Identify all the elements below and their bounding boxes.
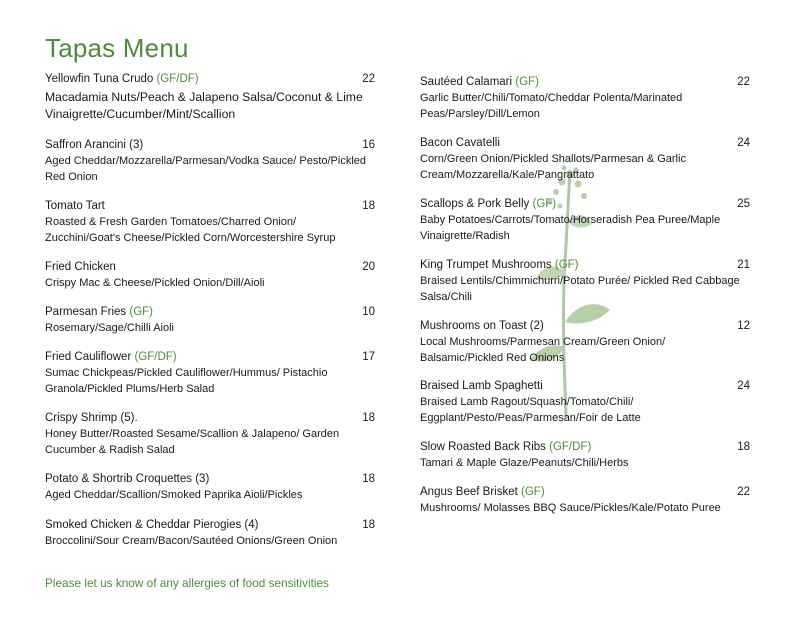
menu-item-header	[420, 319, 750, 334]
menu-item	[45, 518, 375, 550]
menu-item	[420, 379, 750, 426]
dish-name: Scallops & Pork Belly	[420, 198, 530, 210]
menu-item-description: Baby Potatoes/Carrots/Tomato/Horseradish Pea Puree/Maple Vinaigrette/Radish	[420, 214, 721, 242]
dish-name: Angus Beef Brisket	[420, 486, 518, 498]
menu-item-price: 12	[737, 320, 750, 332]
menu-item	[420, 258, 750, 305]
menu-item-price: 18	[362, 519, 375, 531]
menu-item	[45, 305, 375, 337]
menu-item-description: Braised Lentils/Chimmichurri/Potato Purée/ Pickled Red Cabbage Salsa/Chili	[420, 275, 740, 303]
menu-item-name	[45, 260, 116, 275]
menu-item	[45, 138, 375, 185]
menu-item	[420, 136, 750, 183]
dietary-tag: (GF/DF)	[549, 441, 592, 453]
dish-name: Fried Chicken	[45, 261, 116, 273]
menu-item	[420, 319, 750, 366]
menu-item	[45, 350, 375, 397]
menu-item	[420, 440, 750, 472]
menu-item-price: 20	[362, 261, 375, 273]
menu-item-header	[45, 305, 375, 320]
menu-item-header	[45, 518, 375, 533]
menu-item-price: 17	[362, 351, 375, 363]
menu-item-price: 18	[737, 441, 750, 453]
menu-item-description: Aged Cheddar/Scallion/Smoked Paprika Aioli/Pickles	[45, 489, 303, 501]
menu-item-name	[45, 138, 143, 153]
dish-name: Mushrooms on Toast (2)	[420, 320, 544, 332]
dish-name: Sautéed Calamari	[420, 76, 513, 88]
menu-item-name	[45, 518, 259, 533]
menu-title: Tapas Menu	[45, 33, 189, 63]
menu-item	[45, 260, 375, 292]
menu-item-name	[420, 485, 545, 500]
menu-item-description: Roasted & Fresh Garden Tomatoes/Charred Onion/ Zucchini/Goat's Cheese/Pickled Corn/Worcestershire Syrup	[45, 216, 336, 244]
menu-item-header	[420, 136, 750, 151]
menu-item-description: Rosemary/Sage/Chilli Aioli	[45, 322, 174, 334]
menu-item-description: Sumac Chickpeas/Pickled Cauliflower/Hummus/ Pistachio Granola/Pickled Plums/Herb Salad	[45, 367, 328, 395]
menu-item-name	[420, 197, 556, 212]
dish-name: Parmesan Fries	[45, 306, 127, 318]
menu-item-name	[45, 411, 138, 426]
dietary-tag: (GF)	[532, 198, 557, 210]
menu-item	[45, 411, 375, 458]
menu-item-name	[420, 379, 543, 394]
menu-item	[45, 72, 375, 123]
menu-item-description: Corn/Green Onion/Pickled Shallots/Parmesan & Garlic Cream/Mozzarella/Kale/Pangrattato	[420, 153, 686, 181]
dish-name: Tomato Tart	[45, 200, 105, 212]
dietary-tag: (GF)	[515, 76, 539, 88]
menu-item-description: Braised Lamb Ragout/Squash/Tomato/Chili/ Eggplant/Pesto/Peas/Parmesan/Foir de Latte	[420, 396, 641, 424]
menu-item-description: Local Mushrooms/Parmesan Cream/Green Onion/ Balsamic/Pickled Red Onions	[420, 336, 666, 364]
menu-item-description: Crispy Mac & Cheese/Pickled Onion/Dill/Aioli	[45, 277, 265, 289]
menu-item-description: Macadamia Nuts/Peach & Jalapeno Salsa/Coconut & Lime Vinaigrette/Cucumber/Mint/Scallion	[45, 90, 363, 121]
menu-item-header	[45, 472, 375, 487]
menu-item	[45, 199, 375, 246]
menu-item-name	[420, 136, 500, 151]
menu-item-name	[45, 472, 209, 487]
menu-item-price: 24	[737, 137, 750, 149]
dish-name: Yellowfin Tuna Crudo	[45, 73, 154, 85]
dish-name: Saffron Arancini (3)	[45, 139, 144, 151]
dietary-tag: (GF)	[521, 486, 545, 498]
menu-item-name	[45, 350, 177, 365]
menu-item-description: Tamari & Maple Glaze/Peanuts/Chili/Herbs	[420, 457, 629, 469]
menu-item-header	[420, 75, 750, 90]
menu-item-name	[420, 75, 539, 90]
menu-item	[420, 197, 750, 244]
dish-name: King Trumpet Mushrooms	[420, 259, 552, 271]
menu-item-name	[420, 440, 591, 455]
dish-name: Slow Roasted Back Ribs	[420, 441, 546, 453]
menu-item-description: Mushrooms/ Molasses BBQ Sauce/Pickles/Kale/Potato Puree	[420, 502, 721, 514]
menu-item-name	[420, 258, 579, 273]
menu-item-price: 18	[362, 473, 375, 485]
menu-item-price: 22	[737, 486, 750, 498]
dish-name: Smoked Chicken & Cheddar Pierogies (4)	[45, 519, 259, 531]
dish-name: Bacon Cavatelli	[420, 137, 500, 149]
menu-item-name	[45, 72, 199, 87]
menu-item-description: Garlic Butter/Chili/Tomato/Cheddar Polenta/Marinated Peas/Parsley/Dill/Lemon	[420, 92, 683, 120]
dietary-tag: (GF)	[554, 259, 579, 271]
dietary-tag: (GF/DF)	[156, 73, 199, 85]
menu-item-header	[420, 485, 750, 500]
menu-item-description: Broccolini/Sour Cream/Bacon/Sautéed Onions/Green Onion	[45, 535, 338, 547]
menu-item-price: 22	[737, 76, 750, 88]
menu-item	[420, 75, 750, 122]
menu-item-price: 24	[737, 380, 750, 392]
menu-item	[45, 472, 375, 504]
menu-item-price: 18	[362, 200, 375, 212]
menu-item-header	[420, 258, 750, 273]
menu-item-name	[45, 199, 105, 214]
menu-item	[420, 485, 750, 517]
menu-item-header	[45, 199, 375, 214]
menu-item-name	[45, 305, 153, 320]
menu-item-header	[45, 72, 375, 87]
dish-name: Braised Lamb Spaghetti	[420, 380, 543, 392]
menu-item-header	[420, 379, 750, 394]
menu-item-header	[45, 138, 375, 153]
menu-item-header	[45, 350, 375, 365]
menu-item-header	[45, 411, 375, 426]
menu-item-header	[420, 197, 750, 212]
dietary-tag: (GF)	[129, 306, 154, 318]
menu-item-price: 18	[362, 412, 375, 424]
menu-item-price: 21	[737, 259, 750, 271]
menu-item-description: Honey Butter/Roasted Sesame/Scallion & Jalapeno/ Garden Cucumber & Radish Salad	[45, 428, 340, 456]
menu-item-price: 22	[362, 73, 375, 85]
menu-item-description: Aged Cheddar/Mozzarella/Parmesan/Vodka Sauce/ Pesto/Pickled Red Onion	[45, 155, 367, 183]
allergy-note: Please let us know of any allergies of food sensitivities	[45, 576, 329, 590]
menu-item-header	[45, 260, 375, 275]
dish-name: Potato & Shortrib Croquettes (3)	[45, 473, 210, 485]
dietary-tag: (GF/DF)	[134, 351, 177, 363]
menu-item-price: 25	[737, 198, 750, 210]
menu-item-header	[420, 440, 750, 455]
dish-name: Crispy Shrimp (5).	[45, 412, 138, 424]
menu-item-price: 16	[362, 139, 375, 151]
dish-name: Fried Cauliflower	[45, 351, 132, 363]
menu-item-name	[420, 319, 544, 334]
menu-item-price: 10	[362, 306, 375, 318]
